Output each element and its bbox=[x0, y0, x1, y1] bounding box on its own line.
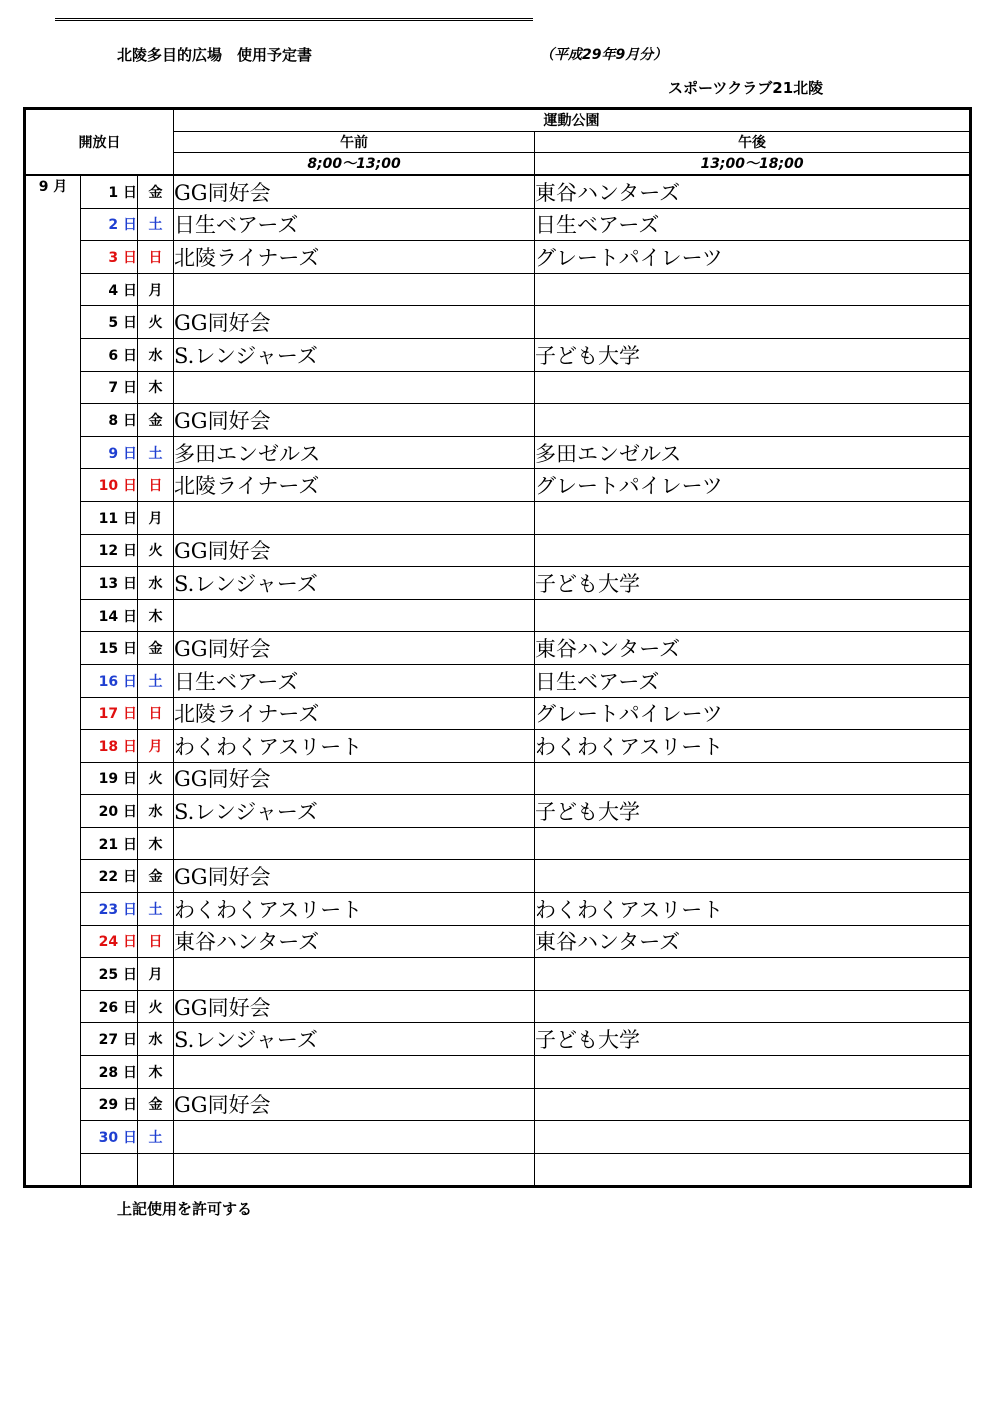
am-booking-cell: S.レンジャーズ bbox=[174, 338, 535, 371]
pm-booking-cell: 多田エンゼルス bbox=[535, 436, 971, 469]
top-rule bbox=[55, 18, 533, 21]
weekday-cell: 火 bbox=[138, 762, 174, 795]
table-row bbox=[25, 1056, 971, 1089]
pm-booking-cell bbox=[535, 501, 971, 534]
table-row bbox=[25, 338, 971, 371]
weekday-cell: 日 bbox=[138, 697, 174, 730]
am-booking-cell: GG同好会 bbox=[174, 990, 535, 1023]
pm-booking-cell: わくわくアスリート bbox=[535, 893, 971, 926]
table-row bbox=[25, 273, 971, 306]
pm-booking-cell bbox=[535, 306, 971, 339]
table-row bbox=[25, 1088, 971, 1121]
weekday-cell: 土 bbox=[138, 1121, 174, 1154]
schedule-table bbox=[23, 107, 972, 1188]
weekday-cell: 火 bbox=[138, 306, 174, 339]
table-row bbox=[25, 1153, 971, 1187]
pm-booking-cell bbox=[535, 1088, 971, 1121]
table-row bbox=[25, 599, 971, 632]
pm-booking-cell: 日生ベアーズ bbox=[535, 208, 971, 241]
weekday-cell: 水 bbox=[138, 1023, 174, 1056]
schedule-body bbox=[25, 175, 971, 1187]
day-cell: 19 日 bbox=[81, 762, 138, 795]
pm-booking-cell bbox=[535, 958, 971, 991]
day-cell: 17 日 bbox=[81, 697, 138, 730]
table-row bbox=[25, 469, 971, 502]
open-day-header: 開放日 bbox=[25, 109, 174, 176]
day-cell: 28 日 bbox=[81, 1056, 138, 1089]
am-booking-cell: GG同好会 bbox=[174, 306, 535, 339]
day-cell: 10 日 bbox=[81, 469, 138, 502]
am-booking-cell: 北陵ライナーズ bbox=[174, 697, 535, 730]
day-cell: 16 日 bbox=[81, 664, 138, 697]
weekday-cell: 水 bbox=[138, 567, 174, 600]
day-cell: 24 日 bbox=[81, 925, 138, 958]
am-booking-cell: S.レンジャーズ bbox=[174, 795, 535, 828]
weekday-cell: 日 bbox=[138, 925, 174, 958]
day-cell bbox=[81, 1153, 138, 1187]
day-cell: 1 日 bbox=[81, 175, 138, 208]
table-row bbox=[25, 241, 971, 274]
table-row bbox=[25, 925, 971, 958]
table-row bbox=[25, 730, 971, 763]
weekday-cell: 木 bbox=[138, 371, 174, 404]
table-row bbox=[25, 795, 971, 828]
weekday-cell: 月 bbox=[138, 501, 174, 534]
day-cell: 14 日 bbox=[81, 599, 138, 632]
pm-booking-cell bbox=[535, 860, 971, 893]
weekday-cell: 水 bbox=[138, 795, 174, 828]
table-row bbox=[25, 1023, 971, 1056]
weekday-cell: 金 bbox=[138, 175, 174, 208]
pm-booking-cell: 東谷ハンターズ bbox=[535, 175, 971, 208]
weekday-cell: 日 bbox=[138, 469, 174, 502]
table-row bbox=[25, 501, 971, 534]
am-booking-cell: 日生ベアーズ bbox=[174, 664, 535, 697]
approval-text: 上記使用を許可する bbox=[117, 1200, 253, 1218]
pm-booking-cell bbox=[535, 1153, 971, 1187]
day-cell: 4 日 bbox=[81, 273, 138, 306]
pm-booking-cell: 子ども大学 bbox=[535, 1023, 971, 1056]
am-time-header: 8;00～13;00 bbox=[174, 152, 535, 175]
weekday-cell: 金 bbox=[138, 860, 174, 893]
table-row bbox=[25, 175, 971, 208]
am-booking-cell: 北陵ライナーズ bbox=[174, 241, 535, 274]
pm-booking-cell bbox=[535, 762, 971, 795]
am-booking-cell: GG同好会 bbox=[174, 1088, 535, 1121]
pm-booking-cell bbox=[535, 534, 971, 567]
day-cell: 18 日 bbox=[81, 730, 138, 763]
table-row bbox=[25, 534, 971, 567]
am-booking-cell bbox=[174, 1121, 535, 1154]
table-row bbox=[25, 208, 971, 241]
weekday-cell: 木 bbox=[138, 827, 174, 860]
pm-booking-cell: 子ども大学 bbox=[535, 338, 971, 371]
am-booking-cell: GG同好会 bbox=[174, 860, 535, 893]
am-booking-cell: S.レンジャーズ bbox=[174, 567, 535, 600]
am-booking-cell: GG同好会 bbox=[174, 762, 535, 795]
weekday-cell: 水 bbox=[138, 338, 174, 371]
day-cell: 9 日 bbox=[81, 436, 138, 469]
table-row bbox=[25, 958, 971, 991]
day-cell: 15 日 bbox=[81, 632, 138, 665]
day-cell: 3 日 bbox=[81, 241, 138, 274]
pm-booking-cell bbox=[535, 404, 971, 437]
day-cell: 5 日 bbox=[81, 306, 138, 339]
table-row bbox=[25, 632, 971, 665]
pm-booking-cell bbox=[535, 1056, 971, 1089]
table-row bbox=[25, 664, 971, 697]
table-row bbox=[25, 762, 971, 795]
pm-booking-cell: わくわくアスリート bbox=[535, 730, 971, 763]
day-cell: 8 日 bbox=[81, 404, 138, 437]
pm-booking-cell: グレートパイレーツ bbox=[535, 241, 971, 274]
am-booking-cell: 東谷ハンターズ bbox=[174, 925, 535, 958]
am-booking-cell bbox=[174, 958, 535, 991]
pm-booking-cell: 日生ベアーズ bbox=[535, 664, 971, 697]
table-row bbox=[25, 827, 971, 860]
table-row bbox=[25, 436, 971, 469]
pm-booking-cell bbox=[535, 371, 971, 404]
day-cell: 27 日 bbox=[81, 1023, 138, 1056]
table-row bbox=[25, 567, 971, 600]
weekday-cell bbox=[138, 1153, 174, 1187]
weekday-cell: 木 bbox=[138, 1056, 174, 1089]
pm-booking-cell: 東谷ハンターズ bbox=[535, 925, 971, 958]
weekday-cell: 土 bbox=[138, 208, 174, 241]
day-cell: 12 日 bbox=[81, 534, 138, 567]
am-booking-cell: わくわくアスリート bbox=[174, 730, 535, 763]
pm-booking-cell: グレートパイレーツ bbox=[535, 697, 971, 730]
pm-booking-cell: 子ども大学 bbox=[535, 567, 971, 600]
pm-booking-cell bbox=[535, 990, 971, 1023]
table-row bbox=[25, 990, 971, 1023]
am-booking-cell bbox=[174, 371, 535, 404]
document-title: 北陵多目的広場 使用予定書 bbox=[117, 46, 313, 64]
day-cell: 23 日 bbox=[81, 893, 138, 926]
pm-booking-cell: 東谷ハンターズ bbox=[535, 632, 971, 665]
weekday-cell: 木 bbox=[138, 599, 174, 632]
weekday-cell: 土 bbox=[138, 664, 174, 697]
am-booking-cell bbox=[174, 599, 535, 632]
table-row bbox=[25, 1121, 971, 1154]
table-row bbox=[25, 306, 971, 339]
am-booking-cell: わくわくアスリート bbox=[174, 893, 535, 926]
pm-booking-cell bbox=[535, 1121, 971, 1154]
pm-header: 午後 bbox=[535, 131, 971, 152]
am-booking-cell: 日生ベアーズ bbox=[174, 208, 535, 241]
weekday-cell: 火 bbox=[138, 990, 174, 1023]
day-cell: 29 日 bbox=[81, 1088, 138, 1121]
day-cell: 6 日 bbox=[81, 338, 138, 371]
day-cell: 13 日 bbox=[81, 567, 138, 600]
weekday-cell: 金 bbox=[138, 1088, 174, 1121]
pm-booking-cell: 子ども大学 bbox=[535, 795, 971, 828]
day-cell: 30 日 bbox=[81, 1121, 138, 1154]
am-booking-cell: GG同好会 bbox=[174, 175, 535, 208]
table-row bbox=[25, 404, 971, 437]
weekday-cell: 月 bbox=[138, 273, 174, 306]
weekday-cell: 日 bbox=[138, 241, 174, 274]
day-cell: 2 日 bbox=[81, 208, 138, 241]
am-booking-cell: S.レンジャーズ bbox=[174, 1023, 535, 1056]
pm-time-header: 13;00～18;00 bbox=[535, 152, 971, 175]
pm-booking-cell bbox=[535, 599, 971, 632]
weekday-cell: 月 bbox=[138, 730, 174, 763]
am-booking-cell bbox=[174, 273, 535, 306]
month-cell: 9 月 bbox=[25, 175, 81, 1187]
weekday-cell: 土 bbox=[138, 893, 174, 926]
day-cell: 25 日 bbox=[81, 958, 138, 991]
am-header: 午前 bbox=[174, 131, 535, 152]
table-row bbox=[25, 697, 971, 730]
day-cell: 22 日 bbox=[81, 860, 138, 893]
am-booking-cell bbox=[174, 1056, 535, 1089]
am-booking-cell: GG同好会 bbox=[174, 404, 535, 437]
table-row bbox=[25, 893, 971, 926]
table-row bbox=[25, 860, 971, 893]
weekday-cell: 月 bbox=[138, 958, 174, 991]
day-cell: 20 日 bbox=[81, 795, 138, 828]
pm-booking-cell bbox=[535, 273, 971, 306]
weekday-cell: 金 bbox=[138, 632, 174, 665]
am-booking-cell bbox=[174, 501, 535, 534]
pm-booking-cell bbox=[535, 827, 971, 860]
day-cell: 21 日 bbox=[81, 827, 138, 860]
am-booking-cell: 多田エンゼルス bbox=[174, 436, 535, 469]
venue-header: 運動公園 bbox=[174, 109, 971, 132]
am-booking-cell: GG同好会 bbox=[174, 534, 535, 567]
day-cell: 11 日 bbox=[81, 501, 138, 534]
am-booking-cell: GG同好会 bbox=[174, 632, 535, 665]
pm-booking-cell: グレートパイレーツ bbox=[535, 469, 971, 502]
organization-name: スポーツクラブ21北陵 bbox=[668, 79, 824, 97]
weekday-cell: 土 bbox=[138, 436, 174, 469]
am-booking-cell bbox=[174, 827, 535, 860]
period-label: （平成29年9月分） bbox=[540, 47, 668, 63]
weekday-cell: 火 bbox=[138, 534, 174, 567]
day-cell: 26 日 bbox=[81, 990, 138, 1023]
table-row bbox=[25, 371, 971, 404]
day-cell: 7 日 bbox=[81, 371, 138, 404]
weekday-cell: 金 bbox=[138, 404, 174, 437]
am-booking-cell: 北陵ライナーズ bbox=[174, 469, 535, 502]
am-booking-cell bbox=[174, 1153, 535, 1187]
